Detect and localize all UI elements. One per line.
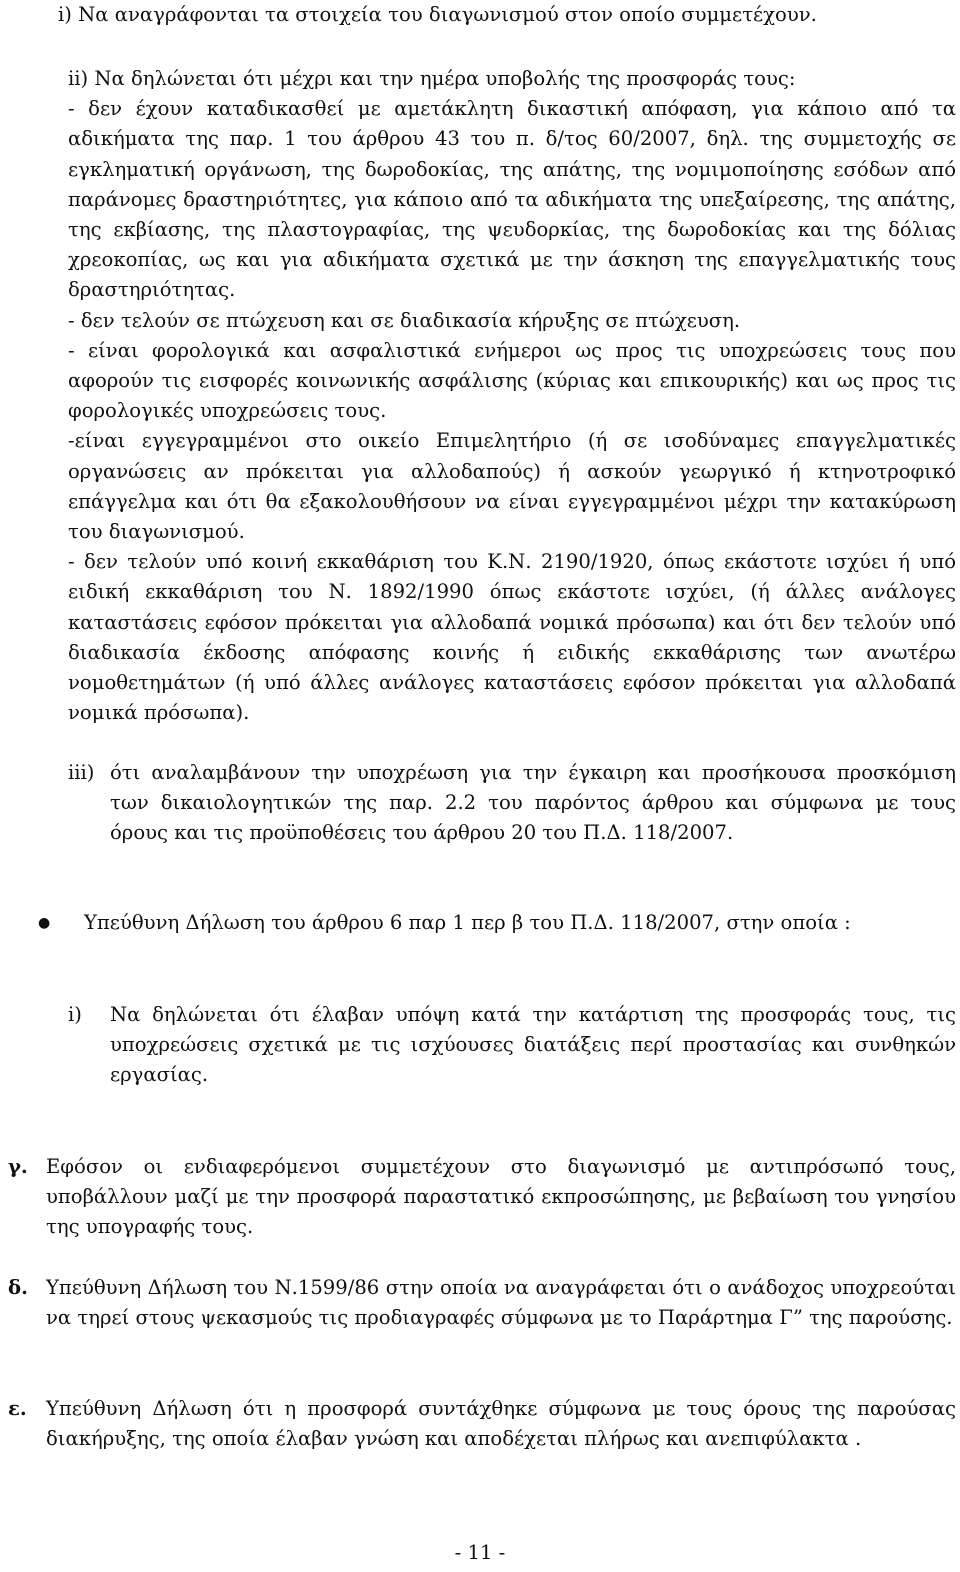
item-iii-text: ότι αναλαμβάνουν την υποχρέωση για την έγκαιρη και προσήκουσα προσκόμιση των δικαιολογητικών της παρ. 2.2 του παρόντος άρθρου και σύμφωνα με τους όρους και τις προϋποθέσεις του άρθρου 20 του Π.Δ. 118/2007. <box>110 761 956 845</box>
bullet-solemn-declaration <box>36 908 956 938</box>
item-delta-marker: δ. <box>8 1276 28 1299</box>
bullet-text: Υπεύθυνη Δήλωση του άρθρου 6 παρ 1 περ β του Π.Δ. 118/2007, στην οποία : <box>84 911 851 934</box>
bullet-item-i-marker: i) <box>68 1003 82 1026</box>
item-iii-obligation <box>68 758 956 849</box>
item-gamma-representation <box>8 1152 956 1243</box>
page-number: - 11 - <box>454 1541 506 1564</box>
bullet-item-i-text: Να δηλώνεται ότι έλαβαν υπόψη κατά την κατάρτιση της προσφοράς τους, τις υποχρεώσεις σχετικά με τις ισχύουσες διατάξεις περί προστασίας και συνθηκών εργασίας. <box>110 1003 956 1087</box>
item-ii-declarations <box>68 64 956 728</box>
item-ii-dash-tax-insurance: - είναι φορολογικά και ασφαλιστικά ενήμεροι ως προς τις υποχρεώσεις τους που αφορούν τις εισφορές κοινωνικής ασφάλισης (κύριας και επικουρικής) και ως προς τις φορολογικές υποχρεώσεις τους. <box>68 338 956 423</box>
item-ii-dash-bankruptcy: - δεν τελούν σε πτώχευση και σε διαδικασία κήρυξης σε πτώχευση. <box>68 308 741 332</box>
item-epsilon-acceptance <box>8 1394 956 1454</box>
item-ii-dash-liquidation: - δεν τελούν υπό κοινή εκκαθάριση του Κ.Ν. 2190/1920, όπως εκάστοτε ισχύει ή υπό ειδική εκκαθάριση του Ν. 1892/1990 όπως εκάστοτε ισχύει, (ή άλλες ανάλογες καταστάσεις εφόσον πρόκειται για αλλοδαπά νομικά πρόσωπα) και ότι δεν τελούν υπό διαδικασία έκδοσης απόφασης κοινής ή ειδικής εκκαθάρισης των ανωτέρω νομοθετημάτων (ή υπό άλλες ανάλογες καταστάσεις εφόσον πρόκειται για αλλοδαπά νομικά πρόσωπα). <box>68 550 956 725</box>
item-ii-dash-convictions: - δεν έχουν καταδικασθεί με αμετάκλητη δικαστική απόφαση, για κάποιο από τα αδικήματα της παρ. 1 του άρθρου 43 του π. δ/τος 60/2007, δηλ. της συμμετοχής σε εγκληματική οργάνωση, της δωροδοκίας, της απάτης, της νομιμοποίησης εσόδων από παράνομες δραστηριότητες, για κάποιο από τα αδικήματα της υπεξαίρεσης, της απάτης, της εκβίασης, της πλαστογραφίας, της ψευδορκίας, της δωροδοκίας και της δόλιας χρεοκοπίας, ως και για αδικήματα σχετικά με την άσκηση της επαγγελματικής τους δραστηριότητας. <box>68 97 956 302</box>
item-delta-text: Υπεύθυνη Δήλωση του Ν.1599/86 στην οποία να αναγράφεται ότι ο ανάδοχος υποχρεούται να τηρεί στους ψεκασμούς τις προδιαγραφές σύμφωνα με το Παράρτημα Γ” της παρούσης. <box>46 1276 956 1330</box>
item-i-requirement: i) Να αναγράφονται τα στοιχεία του διαγωνισμού στον οποίο συμμετέχουν. <box>58 3 817 26</box>
bullet-icon: ● <box>38 915 51 931</box>
item-ii-intro: ii) Να δηλώνεται ότι μέχρι και την ημέρα υποβολής της προσφοράς τους: <box>68 67 796 90</box>
item-gamma-marker: γ. <box>8 1155 28 1178</box>
bullet-item-i <box>68 1000 956 1091</box>
item-iii-marker: iii) <box>68 761 95 784</box>
item-gamma-text: Εφόσον οι ενδιαφερόμενοι συμμετέχουν στο διαγωνισμό με αντιπρόσωπό τους, υποβάλλουν μαζί με την προσφορά παραστατικό εκπροσώπησης, με βεβαίωση του γνησίου της υπογραφής τους. <box>46 1155 956 1239</box>
item-delta-spraying <box>8 1273 956 1333</box>
item-epsilon-text: Υπεύθυνη Δήλωση ότι η προσφορά συντάχθηκε σύμφωνα με τους όρους της παρούσας διακήρυξης, της οποία έλαβαν γνώση και αποδέχεται πλήρως και ανεπιφύλακτα . <box>46 1397 956 1451</box>
item-epsilon-marker: ε. <box>8 1397 27 1420</box>
item-ii-dash-chamber-registration: -είναι εγγεγραμμένοι στο οικείο Επιμελητήριο (ή σε ισοδύναμες επαγγελματικές οργανώσεις αν πρόκειται για αλλοδαπούς) ή ασκούν γεωργικό ή κτηνοτροφικό επάγγελμα και ότι θα εξακολουθήσουν να είναι εγγεγραμμένοι μέχρι την κατακύρωση του διαγωνισμού. <box>68 429 956 544</box>
